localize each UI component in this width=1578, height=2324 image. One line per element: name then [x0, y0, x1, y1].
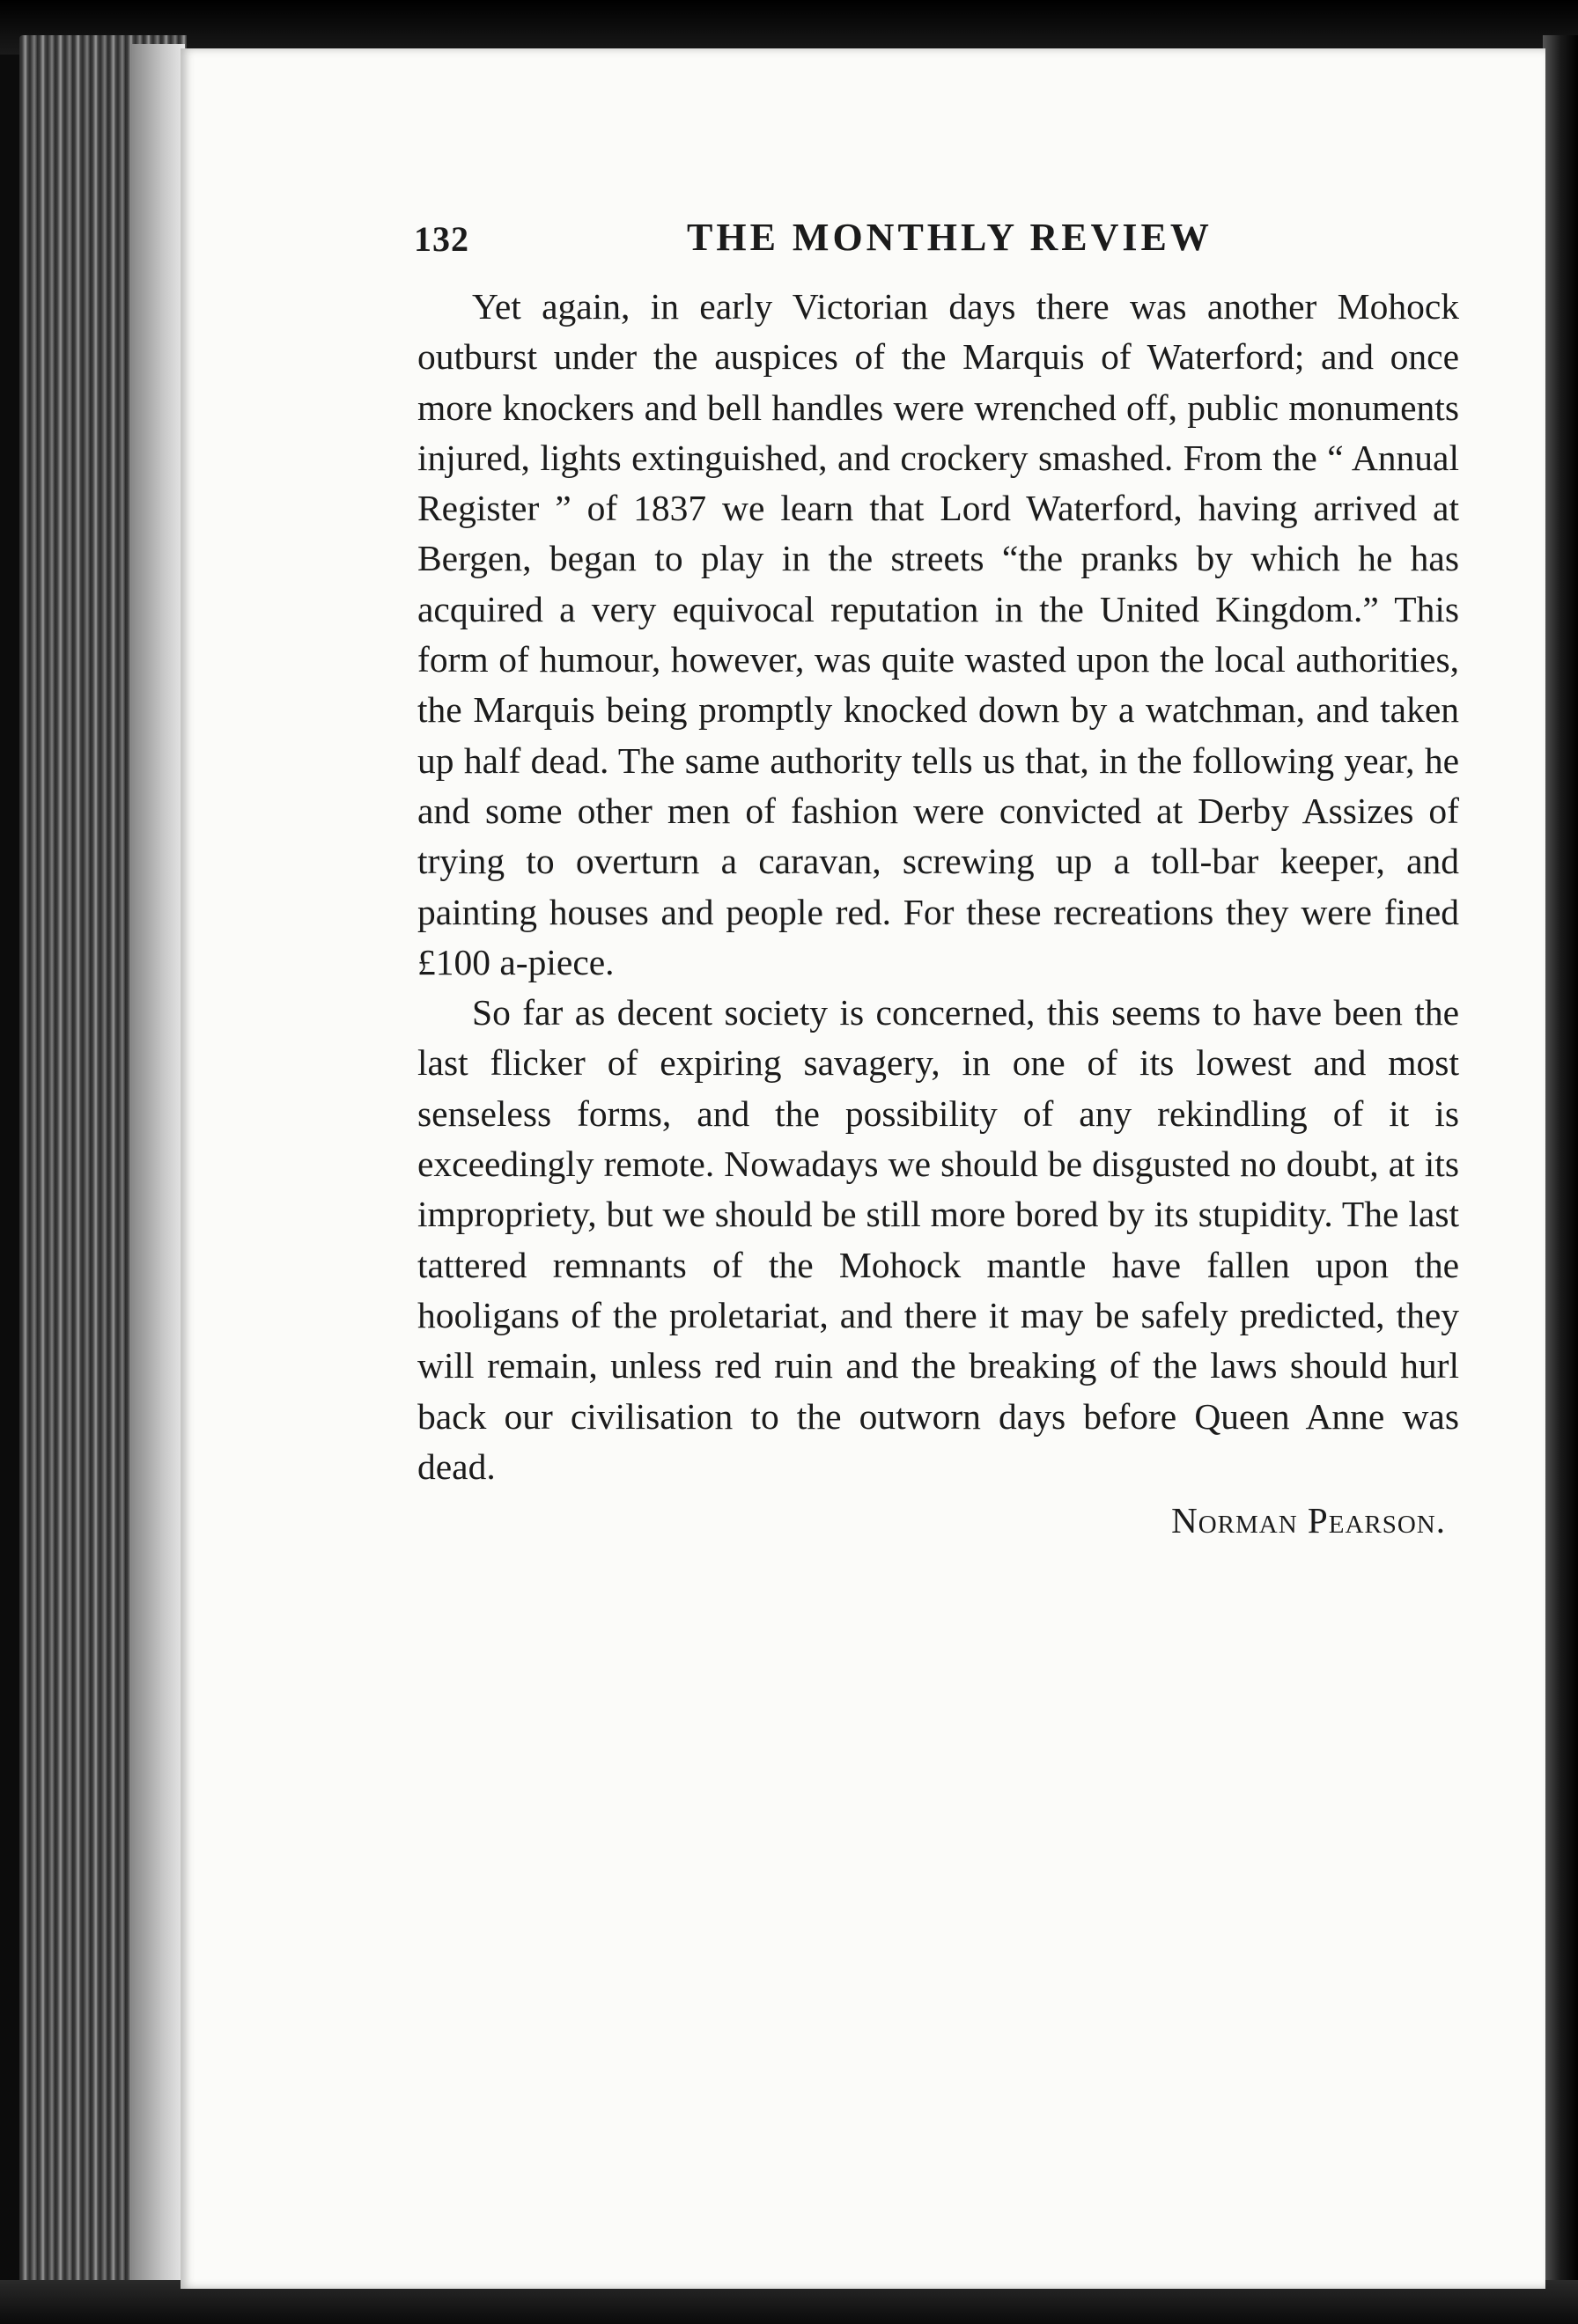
author-signature: Norman Pearson. — [1171, 1500, 1446, 1541]
paragraph: So far as decent society is concerned, this seems to have been the last flicker of expiring savagery, in one of its lowest and most senseless forms, and the possibility of any rekindling of it is exceedingly remote. Nowadays we should be disgusted no doubt, at its impropriety, but we should be still more bored by its stupidity. The last tattered remnants of the Mohock mantle have fallen upon the hooligans of the proletariat, and there it may be safely predicted, they will remain, unless red ruin and the breaking of the laws should hurl back our civilisation to the outworn days before Queen Anne was dead. — [417, 992, 1459, 1487]
paragraph: Yet again, in early Victorian days there was another Mohock outburst under the auspices of the Marquis of Waterford; and once more knockers and bell handles were wrenched off, public monuments injured, lights extinguished, and crockery smashed. From the “ Annual Register ” of 1837 we learn that Lord Waterford, having arrived at Bergen, began to play in the streets “the pranks by which he has acquired a very equivocal reputation in the United Kingdom.” This form of humour, however, was quite wasted upon the local authorities, the Marquis being promptly knocked down by a watchman, and taken up half dead. The same authority tells us that, in the following year, he and some other men of fashion were convicted at Derby Assizes of trying to overturn a caravan, screwing up a toll-bar keeper, and painting houses and people red. For these recreations they were fined £100 a-piece. — [417, 286, 1459, 982]
journal-title: THE MONTHLY REVIEW — [687, 216, 1213, 259]
article-body — [417, 282, 1459, 1492]
page-content — [240, 211, 1464, 1546]
scan-right-edge — [1543, 35, 1578, 2324]
running-head — [240, 211, 1464, 268]
scan-top-edge — [0, 0, 1578, 55]
page-edge-shadow — [132, 44, 185, 2280]
page-number: 132 — [414, 219, 469, 259]
